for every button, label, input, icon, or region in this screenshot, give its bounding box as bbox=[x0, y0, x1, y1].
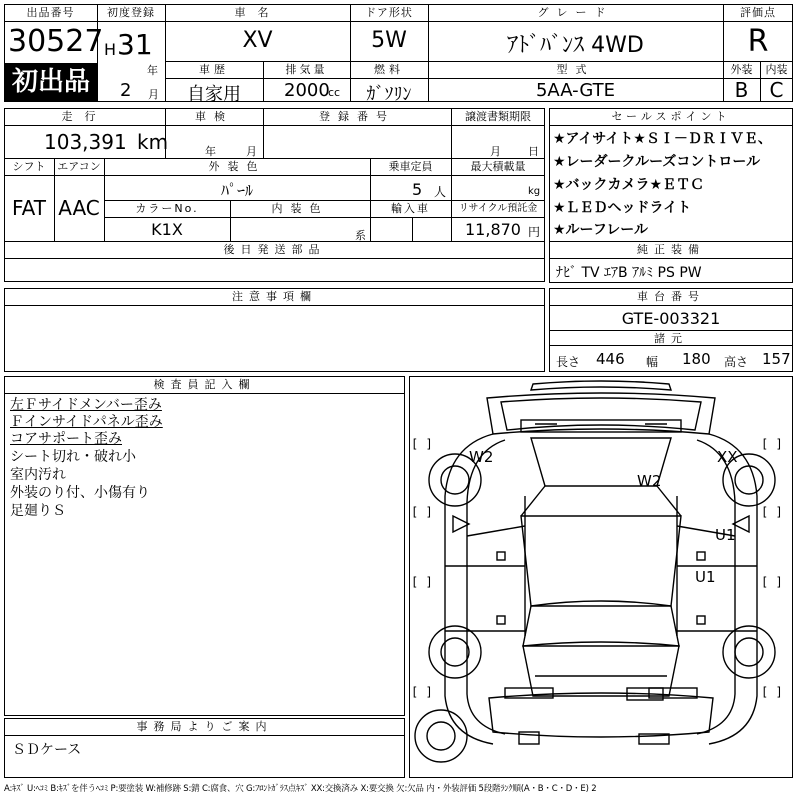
displacement-label: 排気量 bbox=[285, 63, 328, 76]
inspection-label: 車検 bbox=[195, 110, 233, 123]
shift-value: FAT bbox=[11, 196, 46, 220]
inspector-note: 足廻りＳ bbox=[10, 503, 66, 519]
ext-color-label: 外装色 bbox=[208, 160, 266, 173]
recycle-unit: 円 bbox=[528, 225, 541, 239]
exterior-value: B bbox=[734, 78, 749, 102]
load-unit: kg bbox=[528, 186, 541, 197]
score-label: 評価点 bbox=[740, 6, 776, 19]
damage-mark: W2 bbox=[469, 448, 494, 466]
inspector-note: Ｆインサイドパネル歪み bbox=[10, 414, 163, 430]
int-color-label: 内装色 bbox=[271, 202, 329, 215]
length-label: 長さ bbox=[556, 355, 581, 369]
equipment-value: ﾅﾋﾞ TV ｴｱB ｱﾙﾐ PS PW bbox=[556, 265, 702, 281]
sales-point-item: ★ＬＥＤヘッドライト bbox=[553, 200, 692, 216]
lot-number: 30527 bbox=[8, 24, 104, 59]
height-value: 157 bbox=[762, 350, 791, 368]
rear-window bbox=[523, 601, 679, 646]
width-label: 幅 bbox=[646, 355, 659, 369]
chassis-value: GTE-003321 bbox=[621, 309, 721, 328]
door-value: 5W bbox=[371, 28, 407, 53]
fuel-label: 燃料 bbox=[374, 63, 404, 76]
bracket-marker: [ ] bbox=[761, 437, 783, 451]
right-body-side bbox=[709, 434, 757, 744]
ac-value: AAC bbox=[58, 196, 100, 220]
damage-mark: U1 bbox=[715, 526, 736, 544]
front-bumper bbox=[531, 381, 671, 390]
bracket-marker: [ ] bbox=[411, 685, 433, 699]
transfer-day-unit: 日 bbox=[528, 145, 539, 158]
inspector-note: 左Ｆサイドメンバー歪み bbox=[10, 397, 162, 413]
sales-point-item: ★ルーフレール bbox=[553, 222, 649, 238]
capacity-unit: 人 bbox=[434, 185, 447, 199]
legend-text: A:ｷｽﾞ U:ﾍｺﾐ B:ｷｽﾞを伴うﾍｺﾐ P:要塗装 W:補修跡 S:錆 C:腐食、穴 G:ﾌﾛﾝﾄｶﾞﾗｽ点ｷｽﾞ XX:交換済み X:要交換 欠:欠品 内・外装評価 5段階ﾗﾝｸ順(A・B・C・D・E) 2 bbox=[4, 784, 597, 794]
sales-points-label: セールスポイント bbox=[611, 110, 731, 123]
int-color-unit: 系 bbox=[355, 229, 366, 242]
sales-point-item: ★アイサイト★ＳＩ－ＤＲＩＶＥ、 bbox=[553, 131, 772, 147]
office-text: ＳＤケース bbox=[12, 742, 82, 758]
length-value: 446 bbox=[596, 350, 625, 368]
caution-label: 注意事項欄 bbox=[232, 290, 317, 303]
office-label: 事務局よりご案内 bbox=[136, 720, 273, 733]
mileage-unit: km bbox=[137, 130, 169, 154]
load-label: 最大積載量 bbox=[470, 160, 526, 173]
score-value: R bbox=[747, 24, 769, 59]
interior-value: C bbox=[769, 78, 784, 102]
car-name: XV bbox=[242, 28, 273, 53]
damage-mark: U1 bbox=[695, 568, 716, 586]
first-reg-label: 初度登録 bbox=[107, 6, 155, 19]
bracket-marker: [ ] bbox=[411, 575, 433, 589]
roof bbox=[521, 516, 681, 606]
bracket-marker: [ ] bbox=[411, 505, 433, 519]
recycle-label: リサイクル預託金 bbox=[458, 203, 538, 214]
damage-mark: XX bbox=[717, 448, 738, 466]
width-value: 180 bbox=[682, 350, 711, 368]
bracket-marker: [ ] bbox=[761, 505, 783, 519]
transfer-month-unit: 月 bbox=[490, 145, 501, 158]
inspection-month-unit: 月 bbox=[246, 145, 257, 158]
color-no-value: K1X bbox=[151, 220, 183, 239]
recycle-value: 11,870 bbox=[465, 220, 521, 239]
later-parts-label: 後日発送部品 bbox=[223, 243, 326, 256]
inspector-note: シート切れ・破れ小 bbox=[10, 449, 136, 465]
exterior-label: 外装 bbox=[730, 63, 753, 76]
bracket-marker: [ ] bbox=[761, 685, 783, 699]
ac-label: エアコン bbox=[57, 160, 101, 173]
inspector-note: 外装のり付、小傷有り bbox=[10, 485, 150, 501]
car-name-label: 車名 bbox=[234, 6, 281, 19]
fuel-value: ｶﾞｿﾘﾝ bbox=[366, 84, 412, 105]
dims-label: 諸元 bbox=[654, 332, 688, 345]
mileage-value: 103,391 bbox=[44, 130, 127, 154]
inspector-label: 検査員記入欄 bbox=[153, 378, 256, 391]
front-panel-inner bbox=[501, 398, 701, 430]
grade-value: ｱﾄﾞﾊﾞﾝｽ 4WD bbox=[507, 33, 644, 58]
lot-number-label: 出品番号 bbox=[26, 6, 75, 19]
transfer-label: 譲渡書類期限 bbox=[465, 110, 531, 123]
inspector-note: コアサポート歪み bbox=[10, 431, 122, 447]
first-listing-label: 初出品 bbox=[11, 67, 90, 97]
equipment-label: 純正装備 bbox=[637, 243, 705, 256]
model-value: 5AA-GTE bbox=[535, 80, 615, 101]
history-label: 車歴 bbox=[199, 63, 229, 76]
interior-label: 内装 bbox=[765, 63, 788, 76]
reg-month: 2 bbox=[120, 80, 132, 101]
sales-point-item: ★レーダークルーズコントロール bbox=[553, 154, 761, 170]
bracket-marker: [ ] bbox=[411, 437, 433, 451]
displacement-value: 2000 bbox=[284, 80, 330, 101]
rear-bumper bbox=[489, 693, 713, 737]
history-value: 自家用 bbox=[187, 84, 241, 105]
right-rear-wheel bbox=[723, 626, 775, 678]
inspection-year-unit: 年 bbox=[205, 145, 216, 158]
damage-mark: W2 bbox=[637, 472, 662, 490]
plate-label: 登録番号 bbox=[319, 110, 395, 123]
reg-era: H bbox=[104, 40, 117, 59]
spare-wheel bbox=[415, 710, 467, 762]
door-label: ドア形状 bbox=[365, 6, 413, 19]
left-rear-wheel bbox=[429, 626, 481, 678]
import-label: 輸入車 bbox=[391, 202, 430, 215]
grade-label: グレード bbox=[537, 6, 614, 19]
car-diagram bbox=[409, 376, 793, 778]
color-no-label: カラーNo. bbox=[135, 202, 199, 215]
sales-point-item: ★バックカメラ★ＥＴＣ bbox=[553, 177, 705, 193]
reg-year-unit: 年 bbox=[147, 64, 158, 77]
chassis-label: 車台番号 bbox=[637, 290, 705, 303]
model-label: 型式 bbox=[556, 63, 595, 76]
mileage-label: 走行 bbox=[61, 110, 108, 123]
shift-label: シフト bbox=[12, 160, 46, 173]
capacity-label: 乗車定員 bbox=[388, 160, 433, 173]
bracket-marker: [ ] bbox=[761, 575, 783, 589]
ext-color-value: ﾊﾟｰﾙ bbox=[220, 181, 253, 200]
capacity-value: 5 bbox=[412, 180, 423, 199]
displacement-unit: cc bbox=[328, 86, 341, 99]
inspector-note: 室内汚れ bbox=[10, 467, 66, 483]
reg-month-unit: 月 bbox=[148, 88, 159, 101]
reg-year: 31 bbox=[117, 28, 153, 61]
height-label: 高さ bbox=[724, 355, 749, 369]
